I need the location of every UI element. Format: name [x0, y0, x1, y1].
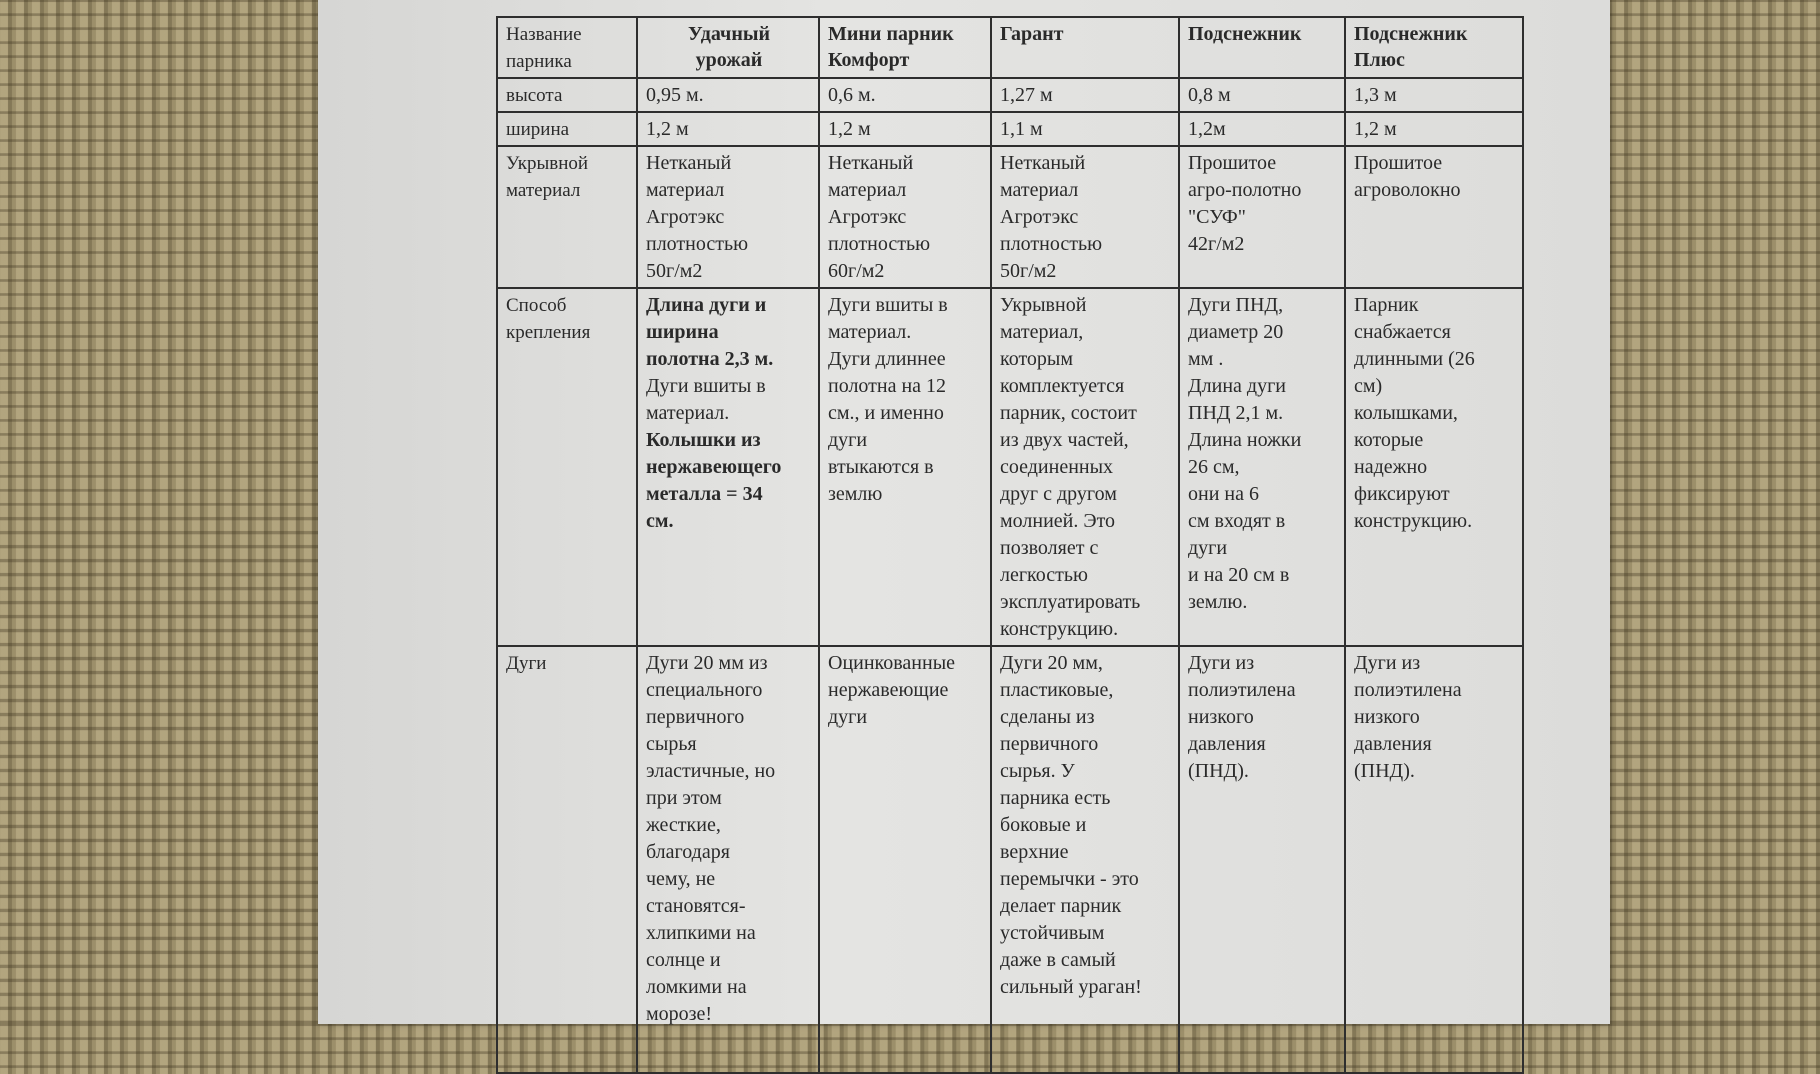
cell-arcs: Оцинкованные нержавеющие дуги	[819, 646, 991, 1073]
cover-material-row	[497, 146, 1523, 288]
arcs-row	[497, 646, 1523, 1073]
cell-fixing-method: Дуги вшиты в материал. Дуги длиннее полотна на 12 см., и именно дуги втыкаются в землю	[819, 288, 991, 646]
cell-arcs: Дуги из полиэтилена низкого давления (ПНД).	[1179, 646, 1345, 1073]
cell-cover-material: Прошитое агро-полотно "СУФ" 42г/м2	[1179, 146, 1345, 288]
cell-cover-material: Нетканый материал Агротэкс плотностью 60г/м2	[819, 146, 991, 288]
product-podsnezhnik: Подснежник	[1179, 17, 1345, 78]
cell-fixing-method: Укрывной материал, которым комплектуется парник, состоит из двух частей, соединенных друг с другом молнией. Это позволяет с легкостью эксплуатировать конструкцию.	[991, 288, 1179, 646]
cell-cover-material: Прошитое агроволокно	[1345, 146, 1523, 288]
cell-cover-material: Нетканый материал Агротэкс плотностью 50г/м2	[637, 146, 819, 288]
row-label-arcs: Дуги	[497, 646, 637, 1073]
product-mini-komfort: Мини парник Комфорт	[819, 17, 991, 78]
cell-width: 1,2 м	[1345, 112, 1523, 146]
cell-height: 0,6 м.	[819, 78, 991, 112]
cell-arcs: Дуги из полиэтилена низкого давления (ПНД).	[1345, 646, 1523, 1073]
cell-width: 1,2м	[1179, 112, 1345, 146]
fixing-bold-size: Длина дуги и ширина полотна 2,3 м.	[646, 294, 774, 370]
cell-cover-material: Нетканый материал Агротэкс плотностью 50г/м2	[991, 146, 1179, 288]
header-row	[497, 17, 1523, 78]
width-row	[497, 112, 1523, 146]
fixing-method-row	[497, 288, 1523, 646]
row-label-width: ширина	[497, 112, 637, 146]
cell-arcs: Дуги 20 мм из специального первичного сырья эластичные, но при этом жесткие, благодаря чему, не становятся- хлипкими на солнце и ломкими на морозе!	[637, 646, 819, 1073]
cell-height: 1,27 м	[991, 78, 1179, 112]
product-podsnezhnik-plus: Подснежник Плюс	[1345, 17, 1523, 78]
cell-width: 1,2 м	[637, 112, 819, 146]
cell-fixing-method	[637, 288, 819, 646]
fixing-bold-pegs: Колышки из нержавеющего металла = 34 см.	[646, 429, 782, 532]
cell-width: 1,1 м	[991, 112, 1179, 146]
greenhouse-comparison-table	[496, 16, 1524, 1074]
cell-height: 1,3 м	[1345, 78, 1523, 112]
fixing-arcs-sewn: Дуги вшиты в материал.	[646, 375, 766, 424]
cell-width: 1,2 м	[819, 112, 991, 146]
cell-height: 0,8 м	[1179, 78, 1345, 112]
cell-fixing-method: Дуги ПНД, диаметр 20 мм . Длина дуги ПНД 2,1 м. Длина ножки 26 см, они на 6 см входят в дуги и на 20 см в землю.	[1179, 288, 1345, 646]
cell-height: 0,95 м.	[637, 78, 819, 112]
cell-arcs: Дуги 20 мм, пластиковые, сделаны из первичного сырья. У парника есть боковые и верхние перемычки - это делает парник устойчивым даже в самый сильный ураган!	[991, 646, 1179, 1073]
product-garant: Гарант	[991, 17, 1179, 78]
row-label-fixing-method: Способ крепления	[497, 288, 637, 646]
paper-sheet	[318, 0, 1610, 1024]
row-label-cover-material: Укрывной материал	[497, 146, 637, 288]
cell-fixing-method: Парник снабжается длинными (26 см) колышками, которые надежно фиксируют конструкцию.	[1345, 288, 1523, 646]
height-row	[497, 78, 1523, 112]
corner-label: Название парника	[497, 17, 637, 78]
row-label-height: высота	[497, 78, 637, 112]
product-udachny-urozhay: Удачный урожай	[637, 17, 819, 78]
